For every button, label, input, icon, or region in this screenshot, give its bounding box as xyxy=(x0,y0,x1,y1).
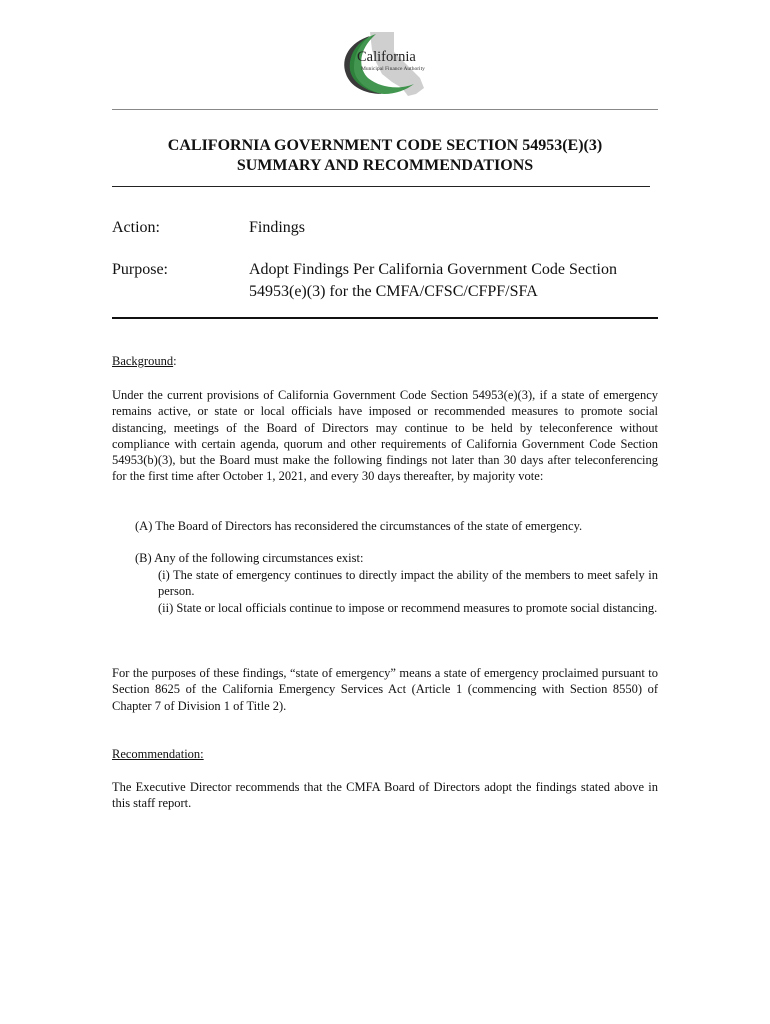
background-heading xyxy=(112,353,177,369)
purpose-value: Adopt Findings Per California Government Code Section 54953(e)(3) for the CMFA/CFSC/CFPF/SFA xyxy=(249,261,617,300)
summary-divider xyxy=(112,317,658,319)
purpose-label: Purpose: xyxy=(112,261,168,278)
document-subtitle: SUMMARY AND RECOMMENDATIONS xyxy=(236,157,534,174)
background-heading-colon: : xyxy=(173,354,177,368)
document-title: CALIFORNIA GOVERNMENT CODE SECTION 54953(E)(3) xyxy=(167,137,603,154)
recommendation-heading-text: Recommendation: xyxy=(112,747,204,761)
logo-subtitle: Municipal Finance Authority xyxy=(361,66,425,72)
recommendation-heading xyxy=(112,746,204,762)
item-b-i: (i) The state of emergency continues to directly impact the ability of the members to meet safely in person. xyxy=(158,568,658,599)
definition-paragraph: For the purposes of these findings, “state of emergency” means a state of emergency proclaimed pursuant to Section 8625 of the California Emergency Services Act (Article 1 (commencing with Section 8550) of Chapter 7 of Division 1 of Title 2). xyxy=(112,666,658,713)
item-a: (A) The Board of Directors has reconsidered the circumstances of the state of emergency. xyxy=(135,519,583,533)
item-b: (B) Any of the following circumstances exist: xyxy=(135,551,364,565)
background-heading-text: Background xyxy=(112,354,174,368)
title-underline xyxy=(112,186,650,187)
logo-wordmark: California xyxy=(357,49,416,65)
recommendation-text: The Executive Director recommends that the CMFA Board of Directors adopt the findings stated above in this staff report. xyxy=(112,780,658,811)
background-intro: Under the current provisions of California Government Code Section 54953(e)(3), if a state of emergency remains active, or state or local officials have imposed or recommended measures to promote social distancing, meetings of the Board of Directors may continue to be held by teleconference without compliance with certain agenda, quorum and other requirements of California Government Code Section 54953(b)(3), but the Board must make the following findings not later than 30 days after teleconferencing for the first time after October 1, 2021, and every 30 days thereafter, by majority vote: xyxy=(112,388,658,484)
item-b-ii: (ii) State or local officials continue to impose or recommend measures to promote social distancing. xyxy=(158,601,658,615)
top-divider xyxy=(112,109,658,110)
action-value: Findings xyxy=(249,219,306,236)
action-label: Action: xyxy=(112,219,160,236)
